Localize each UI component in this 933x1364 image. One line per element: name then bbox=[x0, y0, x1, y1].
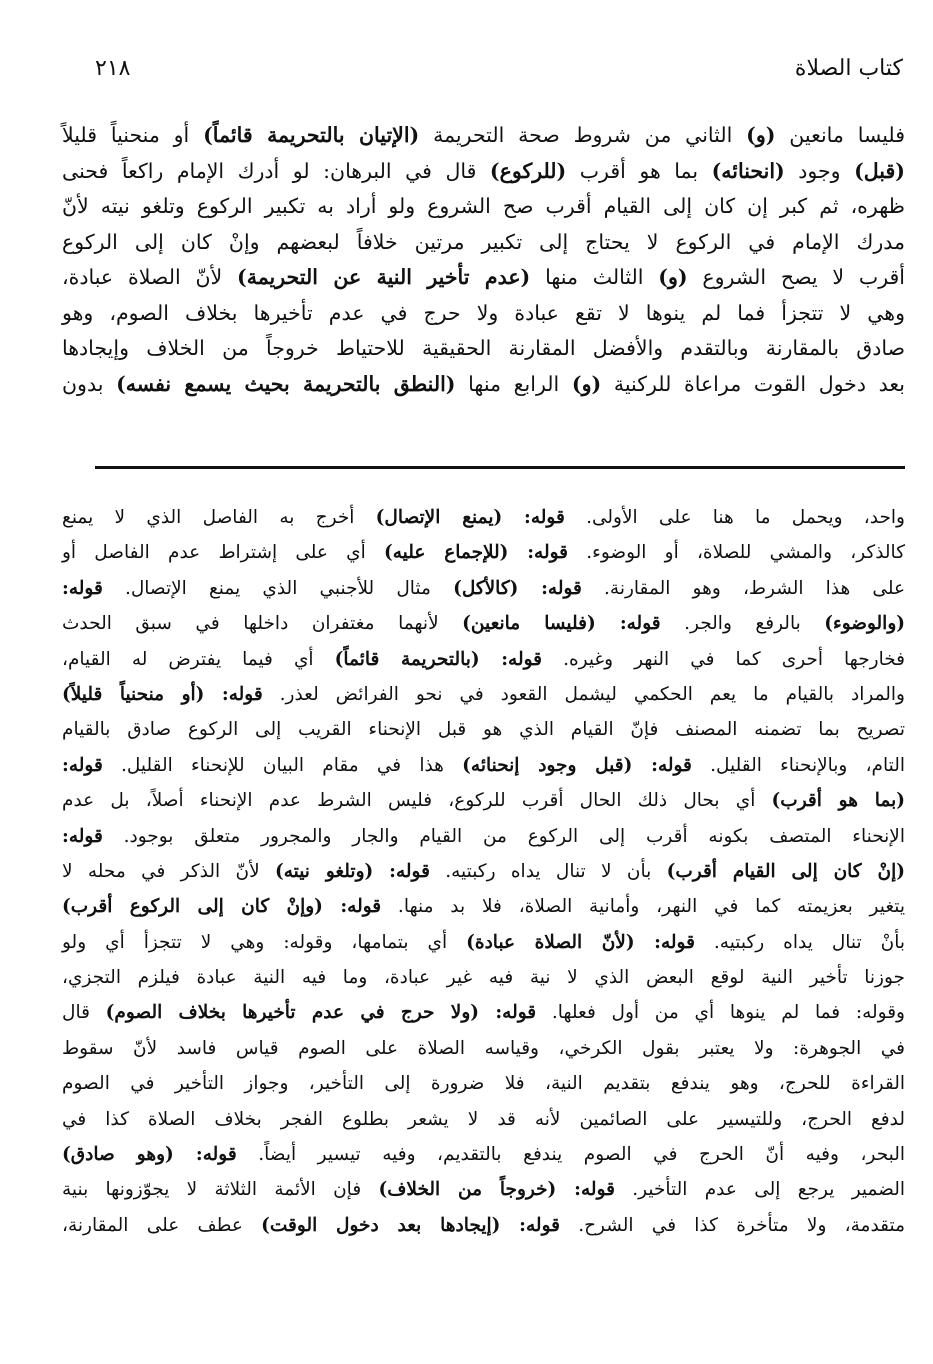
text-line bbox=[62, 1208, 905, 1243]
text-line bbox=[62, 118, 905, 154]
text-segment: لدفع الحرج، وللتيسير على الصائمين لأنه قد لا يشعر بطلوع الفجر بخلاف الصلاة كذا في bbox=[62, 1108, 905, 1130]
bold-phrase: (الإتيان بالتحريمة قائماً) bbox=[203, 123, 420, 147]
text-line bbox=[62, 189, 905, 225]
bold-phrase: (إنْ كان إلى القيام أقرب) bbox=[666, 860, 905, 882]
text-segment: الرابع منها bbox=[455, 371, 572, 396]
text-line bbox=[62, 960, 905, 995]
text-line bbox=[62, 783, 905, 818]
bold-phrase: (النطق بالتحريمة بحيث يسمع نفسه) bbox=[116, 371, 456, 396]
text-segment: على هذا الشرط، وهو المقارنة. bbox=[581, 577, 906, 599]
text-segment: الثالث منها bbox=[530, 265, 659, 289]
text-segment: وجود bbox=[784, 158, 855, 183]
text-segment: فخارجها أحرى كما في النهر وغيره. bbox=[542, 648, 905, 670]
text-segment: أي بحال ذلك الحال أقرب للركوع، فليس الشرط عدم الإنحناء أصلاً، بل عدم bbox=[62, 790, 772, 812]
text-line bbox=[62, 535, 905, 570]
bold-phrase: قوله: bbox=[62, 825, 103, 847]
text-segment: قال bbox=[62, 1002, 106, 1024]
page-number: ٢١٨ bbox=[95, 56, 131, 81]
text-segment: تصريح بما تضمنه المصنف فإنّ القيام الذي هو قبل الإنحناء القريب إلى الركوع صادق بالقيام bbox=[62, 719, 905, 741]
text-segment: أي بتمامها، وقوله: وهي لا تتجزأ أي ولو bbox=[62, 931, 467, 953]
text-line bbox=[62, 1137, 905, 1172]
text-line bbox=[62, 571, 905, 606]
text-line bbox=[62, 1066, 905, 1101]
text-line bbox=[62, 1031, 905, 1066]
text-segment: أو منحنياً قليلاً bbox=[62, 123, 204, 147]
text-segment: بدون bbox=[62, 371, 117, 396]
text-segment: هذا في مقام البيان للإنحناء القليل. bbox=[102, 754, 463, 776]
text-segment: أي على إشتراط عدم الفاصل أو bbox=[62, 542, 384, 564]
bold-phrase: قوله: (وهو صادق) bbox=[62, 1144, 237, 1166]
text-segment: صادق بالمقارنة وبالتقدم والأفضل المقارنة الحقيقية للاحتياط خروجاً من الخلاف وإيجادها bbox=[62, 336, 905, 360]
text-segment: مدرك الإمام في الركوع لا يحتاج إلى تكبير مرتين خلافاً لبعضهم وإنْ كان إلى الركوع bbox=[62, 229, 905, 254]
bold-phrase: قوله: (يمنع الإتصال) bbox=[375, 507, 565, 528]
text-segment: واحد، ويحمل ما هنا على الأولى. bbox=[564, 507, 905, 528]
text-segment: فإن الأئمة الثلاثة لا يجوّزونها بنية bbox=[62, 1179, 379, 1201]
text-line bbox=[62, 154, 905, 190]
bold-phrase: قوله: (بالتحريمة قائماً) bbox=[334, 648, 543, 670]
text-segment: الضمير يرجع إلى عدم التأخير. bbox=[614, 1179, 905, 1201]
text-line bbox=[62, 331, 905, 367]
text-segment: لأنّ الصلاة عبادة، bbox=[62, 265, 237, 289]
bold-phrase: (والوضوء) bbox=[824, 613, 906, 635]
bold-phrase: قوله: (للإجماع عليه) bbox=[384, 542, 569, 564]
text-line bbox=[62, 367, 905, 403]
bold-phrase: (عدم تأخير النية عن التحريمة) bbox=[237, 265, 531, 289]
text-line bbox=[62, 748, 905, 783]
text-line bbox=[62, 1102, 905, 1137]
text-segment: لأنّ الذكر في محله لا bbox=[62, 860, 275, 882]
text-line bbox=[62, 712, 905, 747]
text-segment: الثاني من شروط صحة التحريمة bbox=[419, 123, 747, 147]
text-line bbox=[62, 500, 905, 535]
main-text bbox=[62, 118, 905, 402]
bold-phrase: قوله: (إيجادها بعد دخول الوقت) bbox=[261, 1214, 560, 1236]
text-segment: بما هو أقرب bbox=[566, 158, 712, 183]
bold-phrase: (انحنائه) bbox=[711, 158, 785, 183]
bold-phrase: قوله: (خروجاً من الخلاف) bbox=[378, 1179, 615, 1201]
text-line bbox=[62, 889, 905, 924]
text-segment: بعد دخول القوت مراعاة للركنية bbox=[601, 371, 905, 396]
bold-phrase: قوله: bbox=[62, 754, 103, 776]
text-segment: بالرفع والجر. bbox=[660, 613, 825, 635]
bold-phrase: (و) bbox=[571, 371, 602, 396]
text-segment: فليسا مانعين bbox=[775, 123, 906, 147]
commentary-text bbox=[62, 500, 905, 1243]
text-segment: أقرب لا يصح الشروع bbox=[687, 265, 906, 289]
text-line bbox=[62, 606, 905, 641]
text-segment: وهي لا تتجزأ فما لم ينوها لا تقع عبادة ولا حرج في عدم تأخيرها بخلاف الصوم، وهو bbox=[62, 300, 905, 325]
text-segment: البحر، وفيه أنّ الحرج في الصوم يندفع بالتقديم، وفيه تيسير أيضاً. bbox=[236, 1144, 905, 1166]
bold-phrase: قوله: (فليسا مانعين) bbox=[462, 613, 661, 635]
text-segment: مثال للأجنبي الذي يمنع الإتصال. bbox=[102, 577, 454, 599]
text-segment: أي فيما يفترض له القيام، bbox=[62, 648, 335, 670]
bold-phrase: (و) bbox=[658, 265, 688, 289]
text-segment: التام، وبالإنحناء القليل. bbox=[691, 754, 905, 776]
separator-rule bbox=[95, 466, 905, 469]
bold-phrase: قوله: (قبل وجود إنحنائه) bbox=[462, 754, 692, 776]
bold-phrase: قوله: (لأنّ الصلاة عبادة) bbox=[466, 931, 695, 953]
text-segment: ظهره، ثم كبر إن كان إلى القيام أقرب صح الشروع ولو أراد به تكبير الركوع وتلغو نيته لأنّ bbox=[62, 194, 905, 218]
text-segment: والمراد بالقيام ما يعم الحكمي ليشمل القعود في نحو الفرائض لعذر. bbox=[262, 683, 905, 705]
bold-phrase: قوله: (أو منحنياً قليلاً) bbox=[62, 683, 263, 705]
text-segment: كالذكر، والمشي للصلاة، أو الوضوء. bbox=[568, 542, 905, 564]
text-line bbox=[62, 260, 905, 296]
text-line bbox=[62, 642, 905, 677]
text-segment: متقدمة، ولا متأخرة كذا في الشرح. bbox=[559, 1214, 905, 1236]
text-segment: عطف على المقارنة، bbox=[62, 1214, 262, 1236]
chapter-title: كتاب الصلاة bbox=[794, 56, 903, 81]
bold-phrase: (قبل) bbox=[854, 158, 905, 183]
text-segment: أخرج به الفاصل الذي لا يمنع bbox=[62, 507, 376, 528]
text-segment: بأن لا تنال يداه ركبتيه. bbox=[429, 860, 667, 882]
text-line bbox=[62, 854, 905, 889]
text-line bbox=[62, 925, 905, 960]
text-line bbox=[62, 296, 905, 332]
text-segment: قال في البرهان: لو أدرك الإمام راكعاً فحنى bbox=[62, 158, 490, 183]
bold-phrase: قوله: (وتلغو نيته) bbox=[274, 860, 430, 882]
bold-phrase: (بما هو أقرب) bbox=[771, 790, 905, 812]
text-segment: الإنحناء المتصف بكونه أقرب إلى الركوع من القيام والجار والمجرور متعلق بوجود. bbox=[102, 825, 905, 847]
text-line bbox=[62, 819, 905, 854]
text-line bbox=[62, 225, 905, 261]
text-segment: لأنهما مغتفران داخلها في سبق الحدث bbox=[62, 613, 463, 635]
bold-phrase: (و) bbox=[746, 123, 776, 147]
text-line bbox=[62, 1172, 905, 1207]
bold-phrase: قوله: (ولا حرج في عدم تأخيرها بخلاف الصوم) bbox=[105, 1002, 537, 1024]
bold-phrase: (للركوع) bbox=[489, 158, 567, 183]
text-line bbox=[62, 995, 905, 1030]
bold-phrase: قوله: (كالأكل) bbox=[453, 577, 582, 599]
text-segment: بأنْ تنال يداه ركبتيه. bbox=[694, 931, 906, 953]
text-segment: في الجوهرة: ولا يعتبر بقول الكرخي، وقياسه الصلاة على الصوم قياس فاسد لأنّ سقوط bbox=[62, 1037, 905, 1059]
text-segment: يتغير بعزيمته كما في النهر، وأمانية الصلاة، فلا بد منها. bbox=[381, 896, 905, 918]
bold-phrase: قوله: (وإنْ كان إلى الركوع أقرب) bbox=[62, 896, 382, 918]
text-segment: وقوله: فما لم ينوها أي من أول فعلها. bbox=[536, 1002, 905, 1024]
text-segment: جوزنا تأخير النية لوقع البعض الذي لا نية فيه غير عبادة، وما فيه النية عبادة فيلزم التجزي، bbox=[62, 967, 905, 989]
bold-phrase: قوله: bbox=[62, 577, 103, 599]
text-segment: القراءة للحرج، وهو يندفع بتقديم النية، فلا ضرورة إلى التأخير، وجواز التأخير في الصوم bbox=[62, 1073, 905, 1095]
text-line bbox=[62, 677, 905, 712]
